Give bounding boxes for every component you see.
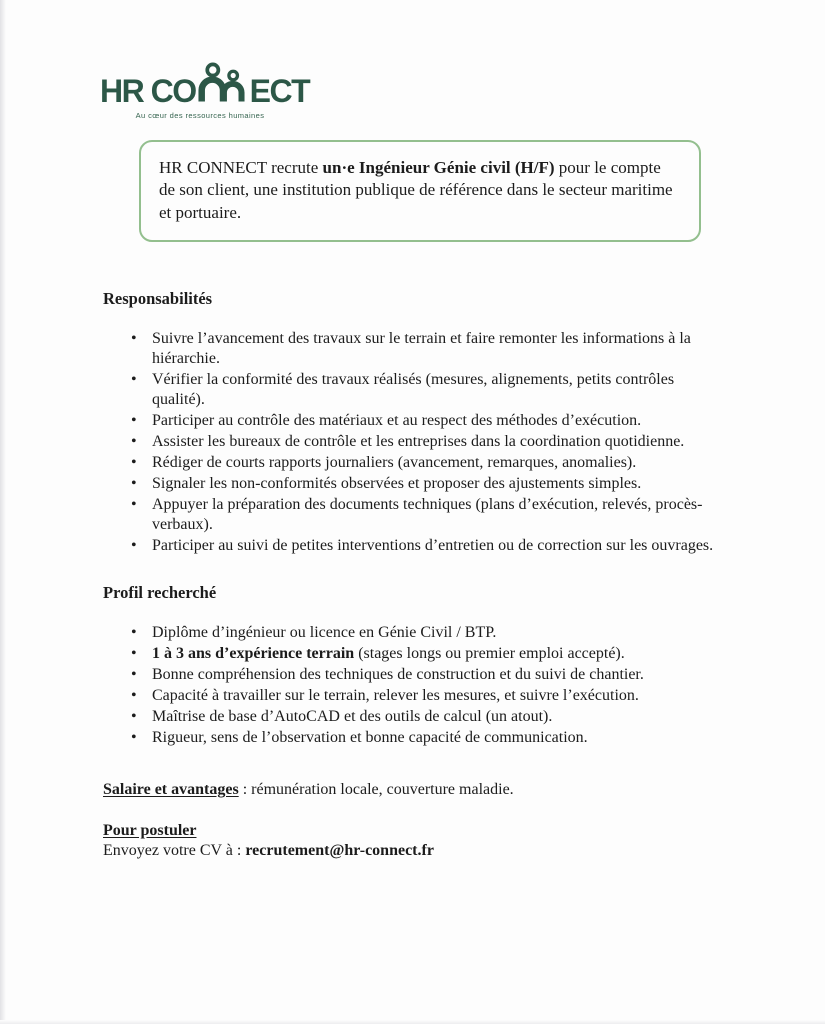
profile-list (103, 623, 718, 748)
document-body (103, 140, 718, 861)
responsibilities-list (103, 329, 718, 556)
job-title: un·e Ingénieur Génie civil (H/F) (322, 158, 555, 177)
salary-label: Salaire et avantages (103, 781, 239, 799)
list-item (103, 728, 718, 748)
list-item (103, 707, 718, 727)
logo-text-right: ECT (249, 73, 310, 109)
logo-wordmark (100, 62, 310, 107)
list-item: • Participer au suivi de petites interventions d’entretien ou de correction sur les ouvrages. (103, 536, 718, 556)
apply-heading: Pour postuler (103, 822, 197, 840)
logo-tagline: Au cœur des ressources humaines (135, 111, 265, 120)
profile-item-text: Capacité à travailler sur le terrain, relever les mesures, et suivre l’exécution. (152, 687, 639, 705)
people-icon (198, 62, 248, 102)
list-item: • Appuyer la préparation des documents techniques (plans d’exécution, relevés, procès-verbaux). (103, 495, 718, 535)
list-item: • Suivre l’avancement des travaux sur le terrain et faire remonter les informations à la hiérarchie. (103, 329, 718, 369)
list-item: • Vérifier la conformité des travaux réalisés (mesures, alignements, petits contrôles qualité). (103, 370, 718, 410)
application-email: recrutement@hr-connect.fr (245, 842, 434, 860)
list-item (103, 665, 718, 685)
profile-item-text: Rigueur, sens de l’observation et bonne capacité de communication. (152, 729, 588, 747)
profile-item-bold: 1 à 3 ans d’expérience terrain (152, 645, 355, 663)
job-intro-box (139, 140, 701, 242)
apply-prefix: Envoyez votre CV à : (103, 842, 246, 860)
profile-item-text: Bonne compréhension des techniques de construction et du suivi de chantier. (152, 666, 644, 684)
intro-text-prefix: HR CONNECT recrute (159, 158, 323, 177)
salary-text: : rémunération locale, couverture maladie. (238, 781, 514, 799)
profile-item-text: Maîtrise de base d’AutoCAD et des outils de calcul (un atout). (152, 708, 553, 726)
hr-connect-logo (100, 62, 310, 120)
profile-item-text: Diplôme d’ingénieur ou licence en Génie Civil / BTP. (152, 624, 497, 642)
list-item: • Signaler les non-conformités observées et proposer des ajustements simples. (103, 474, 718, 494)
list-item (103, 623, 718, 643)
page-bottom-edge-shadow (0, 1020, 825, 1024)
profile-heading: Profil recherché (103, 583, 217, 603)
logo-text-left: HR CO (100, 73, 196, 109)
profile-item-text: (stages longs ou premier emploi accepté). (354, 645, 625, 663)
apply-line (103, 841, 718, 861)
responsibilities-heading: Responsabilités (103, 289, 213, 309)
salary-line (103, 780, 718, 800)
list-item: • Participer au contrôle des matériaux et au respect des méthodes d’exécution. (103, 411, 718, 431)
list-item: • Rédiger de courts rapports journaliers (avancement, remarques, anomalies). (103, 453, 718, 473)
intro-text-suffix: pour le compte de son client, une institution publique de référence dans le secteur maritime et portuaire. (159, 158, 673, 222)
list-item: • Assister les bureaux de contrôle et les entreprises dans la coordination quotidienne. (103, 432, 718, 452)
list-item (103, 644, 718, 664)
list-item (103, 686, 718, 706)
page-left-edge-shadow (0, 0, 6, 1024)
